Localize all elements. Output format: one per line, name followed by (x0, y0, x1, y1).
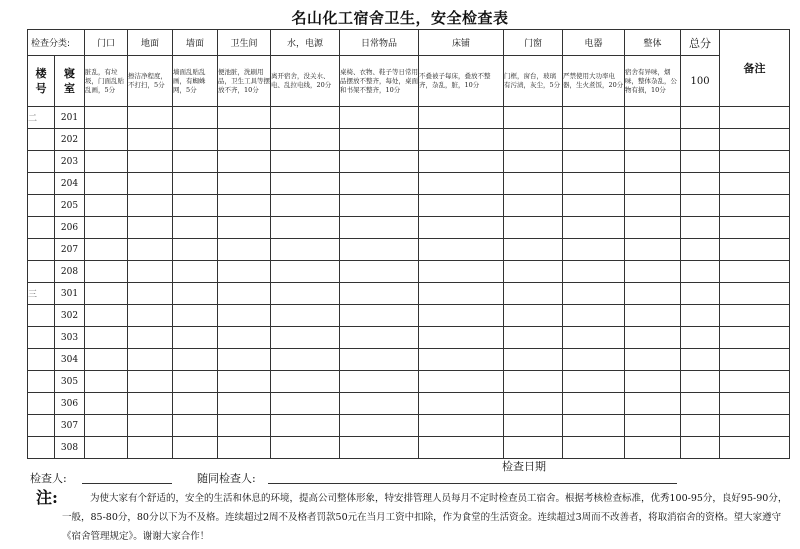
score-cell[interactable] (85, 261, 128, 283)
table-row (28, 217, 790, 239)
table-row (28, 261, 790, 283)
table-row (28, 129, 790, 151)
score-cell[interactable] (85, 239, 128, 261)
criteria-text: 严禁使用大功率电器，生火煮饭，20分 (563, 56, 625, 107)
score-cell[interactable] (85, 283, 128, 305)
score-cell[interactable] (85, 349, 128, 371)
score-cell[interactable] (504, 129, 563, 151)
category-label: 门口 (85, 30, 128, 56)
score-cell[interactable] (340, 173, 419, 195)
score-cell[interactable] (563, 305, 625, 327)
room-cell: 203 (55, 151, 85, 173)
category-label: 床铺 (419, 30, 504, 56)
criteria-text: 门框，窗台，玻璃有污渍，灰尘，5分 (504, 56, 563, 107)
score-cell[interactable] (128, 305, 173, 327)
score-cell[interactable] (625, 305, 681, 327)
score-cell[interactable] (419, 129, 504, 151)
room-cell: 204 (55, 173, 85, 195)
building-cell (28, 415, 55, 437)
building-cell (28, 327, 55, 349)
score-cell[interactable] (563, 261, 625, 283)
score-cell[interactable] (218, 283, 271, 305)
score-cell[interactable] (173, 327, 218, 349)
score-cell[interactable] (173, 107, 218, 129)
score-cell[interactable] (563, 239, 625, 261)
total-score-cell[interactable] (681, 129, 720, 151)
category-label: 水，电源 (271, 30, 340, 56)
score-cell[interactable] (625, 437, 681, 459)
criteria-text: 便池脏，洗刷用品，卫生工具等摆放不齐，10分 (218, 56, 271, 107)
remarks-cell[interactable] (720, 283, 790, 305)
score-cell[interactable] (271, 173, 340, 195)
score-cell[interactable] (340, 327, 419, 349)
score-cell[interactable] (271, 393, 340, 415)
score-cell[interactable] (128, 261, 173, 283)
score-cell[interactable] (504, 283, 563, 305)
score-cell[interactable] (625, 283, 681, 305)
score-cell[interactable] (271, 151, 340, 173)
building-cell (28, 305, 55, 327)
score-cell[interactable] (218, 217, 271, 239)
score-cell[interactable] (218, 239, 271, 261)
score-cell[interactable] (563, 195, 625, 217)
score-cell[interactable] (625, 129, 681, 151)
total-score-cell[interactable] (681, 371, 720, 393)
score-cell[interactable] (504, 393, 563, 415)
score-cell[interactable] (419, 239, 504, 261)
score-cell[interactable] (504, 195, 563, 217)
accompany-inspector-label: 随同检查人: (197, 472, 256, 485)
building-cell (28, 437, 55, 459)
total-score-cell[interactable] (681, 195, 720, 217)
inspector-label: 检查人: (30, 472, 67, 485)
score-cell[interactable] (173, 195, 218, 217)
check-category-label: 检查分类: (28, 30, 85, 56)
building-cell: 三 (28, 283, 55, 305)
table-row (28, 107, 790, 129)
total-score-cell[interactable] (681, 437, 720, 459)
score-cell[interactable] (218, 305, 271, 327)
score-cell[interactable] (419, 283, 504, 305)
building-cell (28, 195, 55, 217)
inspection-table (27, 29, 790, 459)
score-cell[interactable] (504, 239, 563, 261)
score-cell[interactable] (85, 393, 128, 415)
score-cell[interactable] (563, 129, 625, 151)
remarks-cell[interactable] (720, 195, 790, 217)
score-cell[interactable] (419, 327, 504, 349)
score-cell[interactable] (271, 217, 340, 239)
room-cell: 207 (55, 239, 85, 261)
score-cell[interactable] (218, 393, 271, 415)
page-title: 名山化工宿舍卫生，安全检查表 (291, 9, 509, 27)
score-cell[interactable] (218, 349, 271, 371)
total-score-cell[interactable] (681, 327, 720, 349)
score-cell[interactable] (173, 239, 218, 261)
total-score-cell[interactable] (681, 283, 720, 305)
score-cell[interactable] (340, 195, 419, 217)
room-cell: 302 (55, 305, 85, 327)
criteria-text: 桌椅、衣物、鞋子等日常用品摆放不整齐，每处，桌面和书架不整齐，10分 (340, 56, 419, 107)
score-cell[interactable] (504, 437, 563, 459)
score-cell[interactable] (271, 371, 340, 393)
score-cell[interactable] (271, 129, 340, 151)
score-cell[interactable] (419, 261, 504, 283)
remarks-cell[interactable] (720, 437, 790, 459)
score-cell[interactable] (625, 261, 681, 283)
remarks-cell[interactable] (720, 415, 790, 437)
score-cell[interactable] (218, 415, 271, 437)
score-cell[interactable] (128, 173, 173, 195)
score-cell[interactable] (173, 129, 218, 151)
remarks-cell[interactable] (720, 393, 790, 415)
total-score-cell[interactable] (681, 393, 720, 415)
table-row (28, 393, 790, 415)
room-cell: 305 (55, 371, 85, 393)
score-cell[interactable] (563, 393, 625, 415)
building-cell (28, 151, 55, 173)
score-cell[interactable] (563, 327, 625, 349)
criteria-text: 离开宿舍，没关水、电、乱拉电线，20分 (271, 56, 340, 107)
score-cell[interactable] (85, 327, 128, 349)
room-label: 寝 室 (64, 67, 75, 95)
note-title: 注: (36, 488, 58, 507)
score-cell[interactable] (85, 217, 128, 239)
score-cell[interactable] (625, 173, 681, 195)
criteria-header-row (28, 56, 790, 107)
score-cell[interactable] (85, 107, 128, 129)
score-cell[interactable] (419, 195, 504, 217)
remarks-cell[interactable] (720, 151, 790, 173)
remarks-cell[interactable] (720, 327, 790, 349)
score-cell[interactable] (271, 261, 340, 283)
building-cell: 二 (28, 107, 55, 129)
table-row (28, 371, 790, 393)
score-cell[interactable] (271, 437, 340, 459)
room-cell: 306 (55, 393, 85, 415)
score-cell[interactable] (419, 437, 504, 459)
score-cell[interactable] (419, 217, 504, 239)
building-cell (28, 173, 55, 195)
total-label: 总分 (681, 30, 720, 56)
score-cell[interactable] (173, 173, 218, 195)
building-cell (28, 349, 55, 371)
building-cell (28, 393, 55, 415)
total-score-cell[interactable] (681, 151, 720, 173)
score-cell[interactable] (85, 129, 128, 151)
room-cell: 303 (55, 327, 85, 349)
score-cell[interactable] (173, 261, 218, 283)
score-cell[interactable] (625, 217, 681, 239)
score-cell[interactable] (504, 261, 563, 283)
score-cell[interactable] (173, 151, 218, 173)
score-cell[interactable] (218, 371, 271, 393)
score-cell[interactable] (504, 151, 563, 173)
score-cell[interactable] (340, 349, 419, 371)
room-cell: 208 (55, 261, 85, 283)
total-score-cell[interactable] (681, 415, 720, 437)
room-cell: 205 (55, 195, 85, 217)
score-cell[interactable] (173, 283, 218, 305)
total-score-cell[interactable] (681, 173, 720, 195)
room-cell: 206 (55, 217, 85, 239)
score-cell[interactable] (128, 393, 173, 415)
remarks-cell[interactable] (720, 217, 790, 239)
total-score-cell[interactable] (681, 349, 720, 371)
table-row (28, 239, 790, 261)
criteria-text: 不叠被子每床，叠放不整齐，杂乱，脏，10分 (419, 56, 504, 107)
score-cell[interactable] (271, 327, 340, 349)
score-cell[interactable] (173, 305, 218, 327)
table-row (28, 305, 790, 327)
score-cell[interactable] (128, 195, 173, 217)
date-label: 检查日期 (502, 460, 546, 473)
date-line[interactable] (502, 483, 677, 484)
criteria-text: 宿舍有异味，烟味，整体杂乱，公物有损，10分 (625, 56, 681, 107)
score-cell[interactable] (85, 151, 128, 173)
remarks-cell[interactable] (720, 239, 790, 261)
score-cell[interactable] (419, 107, 504, 129)
category-label: 整体 (625, 30, 681, 56)
score-cell[interactable] (419, 371, 504, 393)
table-row (28, 415, 790, 437)
score-cell[interactable] (625, 415, 681, 437)
score-cell[interactable] (340, 283, 419, 305)
score-cell[interactable] (271, 195, 340, 217)
remarks-cell[interactable] (720, 305, 790, 327)
score-cell[interactable] (563, 217, 625, 239)
score-cell[interactable] (340, 393, 419, 415)
score-cell[interactable] (563, 415, 625, 437)
room-cell: 304 (55, 349, 85, 371)
score-cell[interactable] (128, 217, 173, 239)
score-cell[interactable] (625, 151, 681, 173)
note-body: 为使大家有个舒适的，安全的生活和休息的环境，提高公司整体形象，特安排管理人员每月不定时检查员工宿舍。根据考核检查标准，优秀100-95分，良好95-90分，一般，85-80分，80分以下为不及格。连续超过2周不及格者罚款50元在当月工资中扣除，作为食堂的生活资金。连续超过3周而不改善者，将取消宿舍的资格。望大家遵守《宿舍管理规定》。谢谢大家合作！ (62, 493, 788, 542)
room-header (55, 56, 85, 107)
table-row (28, 173, 790, 195)
score-cell[interactable] (419, 305, 504, 327)
score-cell[interactable] (128, 415, 173, 437)
score-cell[interactable] (625, 239, 681, 261)
score-cell[interactable] (625, 195, 681, 217)
score-cell[interactable] (128, 283, 173, 305)
score-cell[interactable] (271, 283, 340, 305)
accompany-signature-line[interactable] (268, 483, 502, 484)
remarks-cell[interactable] (720, 371, 790, 393)
score-cell[interactable] (128, 327, 173, 349)
score-cell[interactable] (504, 217, 563, 239)
remarks-header: 备注 (720, 30, 790, 107)
score-cell[interactable] (218, 437, 271, 459)
remarks-cell[interactable] (720, 107, 790, 129)
score-cell[interactable] (85, 195, 128, 217)
score-cell[interactable] (85, 173, 128, 195)
score-cell[interactable] (85, 371, 128, 393)
score-cell[interactable] (340, 305, 419, 327)
score-cell[interactable] (340, 151, 419, 173)
score-cell[interactable] (271, 107, 340, 129)
table-row (28, 283, 790, 305)
score-cell[interactable] (340, 129, 419, 151)
room-cell: 301 (55, 283, 85, 305)
score-cell[interactable] (419, 151, 504, 173)
score-cell[interactable] (563, 151, 625, 173)
score-cell[interactable] (218, 107, 271, 129)
table-row (28, 349, 790, 371)
score-cell[interactable] (218, 173, 271, 195)
score-cell[interactable] (173, 371, 218, 393)
criteria-text: 擦洁净程度，不打扫，5分 (128, 56, 173, 107)
score-cell[interactable] (340, 437, 419, 459)
category-label: 墙面 (173, 30, 218, 56)
table-row (28, 437, 790, 459)
score-cell[interactable] (218, 195, 271, 217)
total-score: 100 (681, 56, 720, 107)
score-cell[interactable] (128, 151, 173, 173)
table-row (28, 195, 790, 217)
score-cell[interactable] (625, 393, 681, 415)
category-label: 卫生间 (218, 30, 271, 56)
remarks-cell[interactable] (720, 129, 790, 151)
score-cell[interactable] (85, 437, 128, 459)
score-cell[interactable] (128, 107, 173, 129)
building-cell (28, 261, 55, 283)
total-score-cell[interactable] (681, 261, 720, 283)
category-label: 电器 (563, 30, 625, 56)
score-cell[interactable] (173, 393, 218, 415)
score-cell[interactable] (218, 327, 271, 349)
category-header-row (28, 30, 790, 56)
score-cell[interactable] (128, 437, 173, 459)
total-score-cell[interactable] (681, 239, 720, 261)
score-cell[interactable] (563, 107, 625, 129)
score-cell[interactable] (218, 129, 271, 151)
building-cell (28, 371, 55, 393)
category-label: 地面 (128, 30, 173, 56)
score-cell[interactable] (128, 239, 173, 261)
score-cell[interactable] (504, 173, 563, 195)
score-cell[interactable] (271, 349, 340, 371)
room-cell: 308 (55, 437, 85, 459)
score-cell[interactable] (271, 305, 340, 327)
remarks-cell[interactable] (720, 349, 790, 371)
score-cell[interactable] (218, 151, 271, 173)
score-cell[interactable] (340, 371, 419, 393)
score-cell[interactable] (504, 349, 563, 371)
score-cell[interactable] (504, 371, 563, 393)
remarks-cell[interactable] (720, 173, 790, 195)
room-cell: 202 (55, 129, 85, 151)
score-cell[interactable] (173, 415, 218, 437)
score-cell[interactable] (504, 107, 563, 129)
score-cell[interactable] (563, 371, 625, 393)
score-cell[interactable] (271, 415, 340, 437)
category-label: 门窗 (504, 30, 563, 56)
table-row (28, 327, 790, 349)
inspector-signature-line[interactable] (82, 483, 172, 484)
score-cell[interactable] (419, 415, 504, 437)
building-header (28, 56, 55, 107)
score-cell[interactable] (563, 349, 625, 371)
remarks-cell[interactable] (720, 261, 790, 283)
score-cell[interactable] (128, 371, 173, 393)
building-cell (28, 239, 55, 261)
score-cell[interactable] (625, 349, 681, 371)
score-cell[interactable] (128, 129, 173, 151)
score-cell[interactable] (625, 327, 681, 349)
score-cell[interactable] (271, 239, 340, 261)
score-cell[interactable] (340, 239, 419, 261)
score-cell[interactable] (340, 261, 419, 283)
criteria-text: 墙面乱贴乱画，有蜘蛛网，5分 (173, 56, 218, 107)
score-cell[interactable] (419, 173, 504, 195)
score-cell[interactable] (563, 437, 625, 459)
score-cell[interactable] (504, 327, 563, 349)
score-cell[interactable] (625, 371, 681, 393)
score-cell[interactable] (85, 305, 128, 327)
score-cell[interactable] (340, 107, 419, 129)
score-cell[interactable] (173, 349, 218, 371)
score-cell[interactable] (563, 173, 625, 195)
total-score-cell[interactable] (681, 217, 720, 239)
category-label: 日常物品 (340, 30, 419, 56)
building-label: 楼 号 (35, 67, 47, 95)
total-score-cell[interactable] (681, 107, 720, 129)
score-cell[interactable] (128, 349, 173, 371)
building-cell (28, 129, 55, 151)
score-cell[interactable] (173, 217, 218, 239)
room-cell: 307 (55, 415, 85, 437)
score-cell[interactable] (340, 217, 419, 239)
score-cell[interactable] (218, 261, 271, 283)
table-row (28, 151, 790, 173)
room-cell: 201 (55, 107, 85, 129)
total-score-cell[interactable] (681, 305, 720, 327)
criteria-text: 脏乱，有垃圾，门面乱贴乱画，5分 (85, 56, 128, 107)
building-cell (28, 217, 55, 239)
score-cell[interactable] (625, 107, 681, 129)
score-cell[interactable] (340, 415, 419, 437)
score-cell[interactable] (504, 305, 563, 327)
score-cell[interactable] (504, 415, 563, 437)
score-cell[interactable] (419, 349, 504, 371)
score-cell[interactable] (85, 415, 128, 437)
score-cell[interactable] (563, 283, 625, 305)
score-cell[interactable] (173, 437, 218, 459)
score-cell[interactable] (419, 393, 504, 415)
